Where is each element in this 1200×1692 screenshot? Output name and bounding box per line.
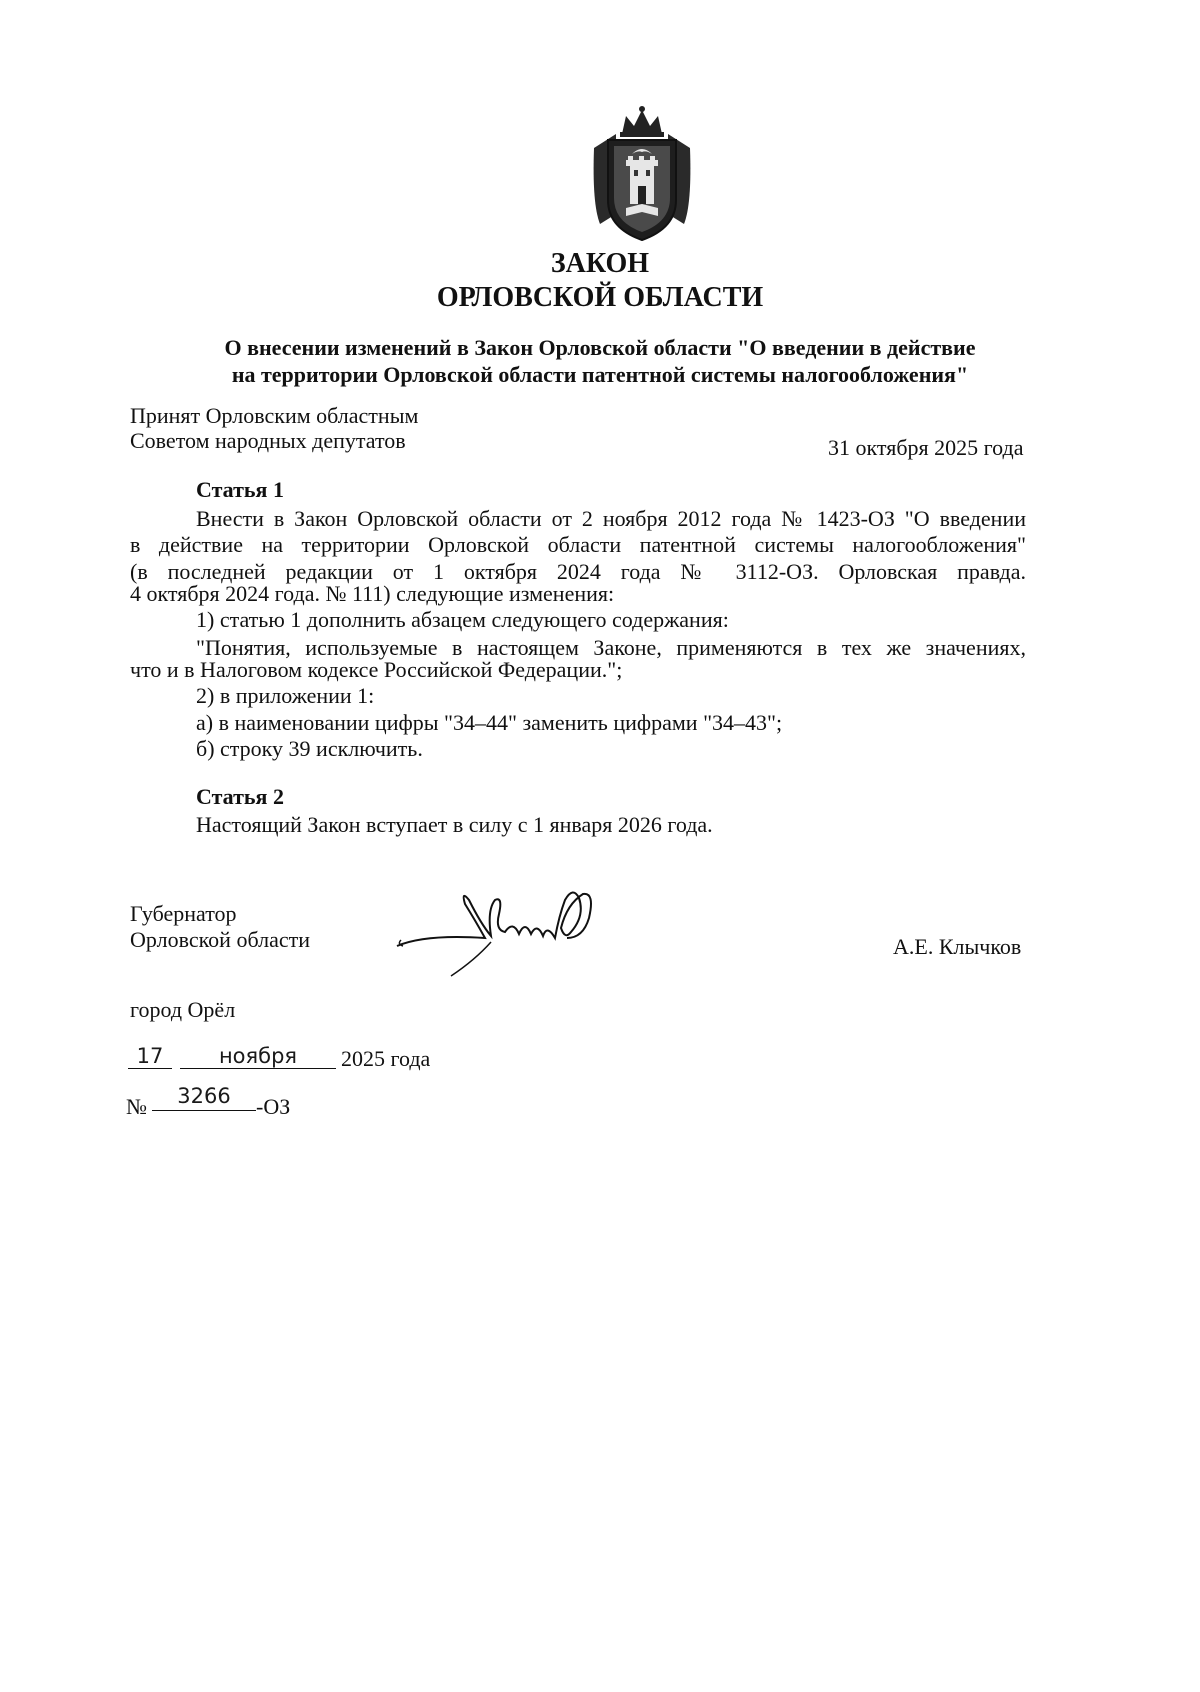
article1-line: 4 октября 2024 года. № 111) следующие изменения: <box>130 581 615 606</box>
law-title-line2: ОРЛОВСКОЙ ОБЛАСТИ <box>436 282 764 313</box>
date-year: 2025 года <box>341 1046 431 1071</box>
date-month-field <box>180 1044 336 1069</box>
article2-heading: Статья 2 <box>196 784 284 809</box>
article1-heading: Статья 1 <box>196 477 284 502</box>
number-prefix: № <box>126 1094 147 1119</box>
article1-line: б) строку 39 исключить. <box>196 736 423 761</box>
article1-line: что и в Налоговом кодексе Российской Федерации."; <box>130 657 623 682</box>
handwritten-signature <box>395 880 605 990</box>
law-subtitle-line2: на территории Орловской области патентной системы налогообложения" <box>231 362 969 387</box>
law-number-field <box>152 1084 256 1111</box>
article1-line: а) в наименовании цифры "34–44" заменить цифрами "34–43"; <box>196 710 783 735</box>
article2-text: Настоящий Закон вступает в силу с 1 января 2026 года. <box>196 812 713 837</box>
law-title-line1: ЗАКОН <box>550 248 650 279</box>
adopted-line1: Принят Орловским областным <box>130 403 419 428</box>
coat-of-arms-emblem <box>586 104 698 244</box>
adopted-date: 31 октября 2025 года <box>828 435 1024 460</box>
governor-name: А.Е. Клычков <box>893 934 1022 959</box>
article1-line: (в последней редакции от 1 октября 2024 года № 3112-ОЗ. Орловская правда. <box>130 559 1026 584</box>
adopted-line2: Советом народных депутатов <box>130 428 406 453</box>
law-subtitle-line1: О внесении изменений в Закон Орловской области "О введении в действие <box>224 335 976 360</box>
article1-line: "Понятия, используемые в настоящем Законе, применяются в тех же значениях, <box>196 635 1026 660</box>
law-number: 3266 <box>177 1084 231 1108</box>
article1-line: Внести в Закон Орловской области от 2 ноября 2012 года № 1423-ОЗ "О введении <box>196 506 1026 531</box>
date-month: ноября <box>218 1044 298 1068</box>
number-suffix: -ОЗ <box>256 1094 291 1119</box>
article1-line: 1) статью 1 дополнить абзацем следующего содержания: <box>196 607 729 632</box>
governor-position-line1: Губернатор <box>130 901 237 926</box>
article1-line: в действие на территории Орловской области патентной системы налогообложения" <box>130 532 1026 557</box>
city-name: город Орёл <box>130 997 236 1022</box>
date-day: 17 <box>136 1044 164 1068</box>
governor-position-line2: Орловской области <box>130 927 310 952</box>
date-day-field <box>128 1044 172 1069</box>
article1-line: 2) в приложении 1: <box>196 683 375 708</box>
